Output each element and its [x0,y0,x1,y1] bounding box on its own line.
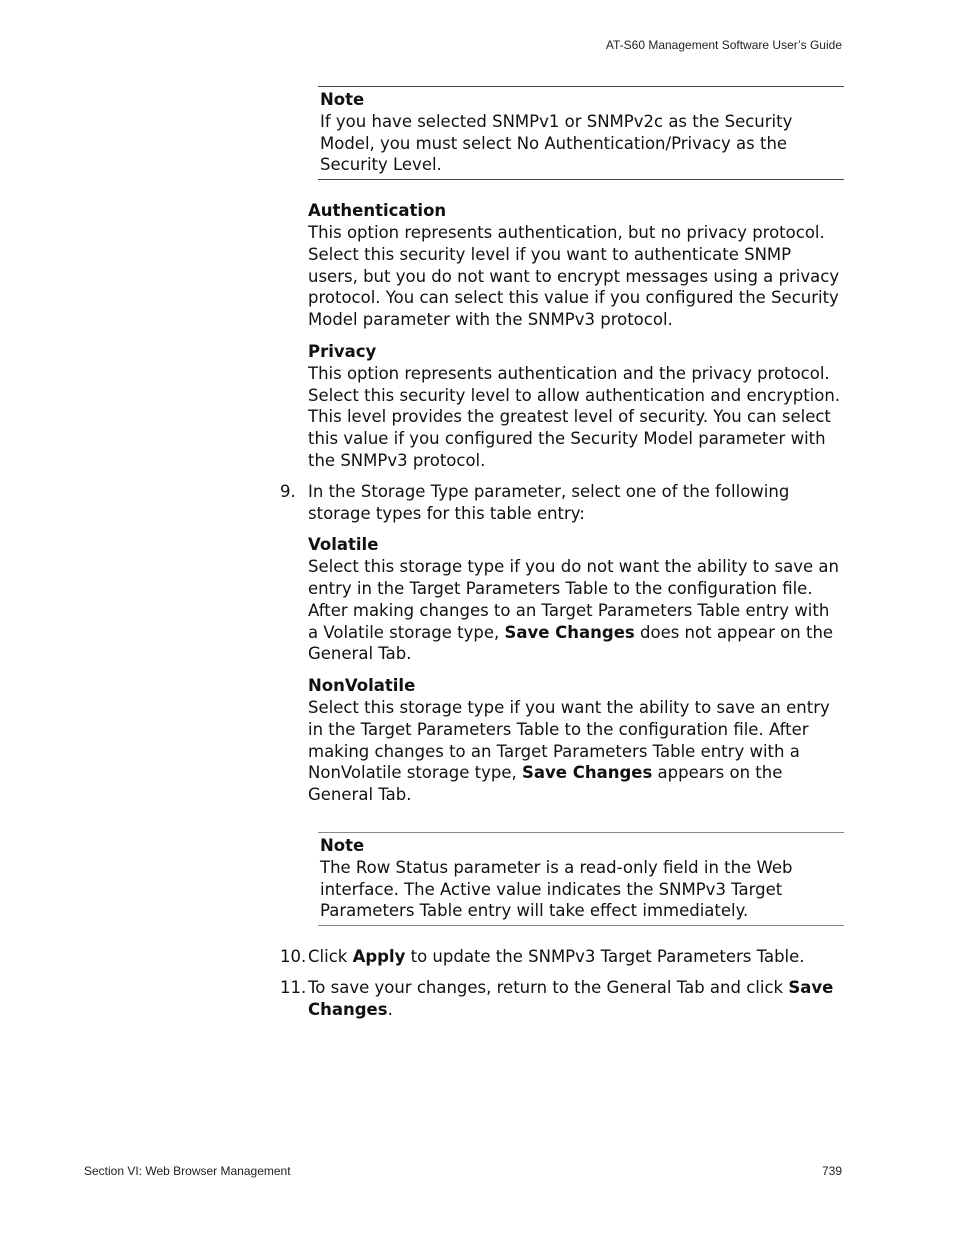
item-text: This option represents authentication and the privacy protocol. Select this security level to allow authentication and encryption. This level provides the greatest level of security. You can select this value if you configured the Security Model parameter with the SNMPv3 protocol. [308,363,841,470]
note-box [318,832,844,926]
page-number: 739 [821,1164,842,1178]
step-number: 10. [280,947,307,967]
item-title: Privacy [308,341,377,361]
text-part: To save your changes, return to the General Tab and click [308,977,789,997]
step-9 [280,481,842,525]
text-part: Click [308,947,353,967]
step-10 [280,946,842,968]
step-text: In the Storage Type parameter, select one of the following storage types for this table entry: [308,481,790,523]
item-text [308,697,842,806]
note-text: The Row Status parameter is a read-only field in the Web interface. The Active value indicates the SNMPv3 Target Parameters Table entry will take effect immediately. [320,857,793,921]
page-footer [84,1164,842,1178]
step-number: 11. [280,977,307,997]
bold-term: Apply [352,947,406,967]
note-box [318,86,844,180]
text-part: Select this storage type if you do not want the ability to save an entry in the Target Parameters Table to the configuration file. After making changes to an Target Parameters Table entry with a Volatile storage type, [308,557,839,642]
note-title: Note [320,835,365,855]
item-title: Authentication [308,201,447,221]
text-part: to update the SNMPv3 Target Parameters Table. [405,947,805,967]
running-header: AT-S60 Management Software User’s Guide [605,38,842,52]
item-title: Volatile [308,535,379,555]
step-11 [280,977,842,1021]
text-part: Select this storage type if you want the ability to save an entry in the Target Parameters Table to the configuration file. After making changes to an Target Parameters Table entry with a NonVolatile storage type, [308,697,830,783]
storage-type-nonvolatile [308,675,842,806]
security-level-privacy [308,341,842,472]
text-part: . [387,999,393,1019]
step-text [308,946,842,968]
storage-type-volatile [308,534,842,665]
text-part: does not appear on the General Tab. [308,622,834,664]
step-text [308,977,842,1021]
bold-term: Save Changes [522,763,653,783]
footer-section: Section VI: Web Browser Management [84,1164,291,1178]
note-text: If you have selected SNMPv1 or SNMPv2c as the Security Model, you must select No Authentication/Privacy as the Security Level. [320,111,793,175]
bold-term: Save Changes [308,977,834,1019]
item-text [308,556,842,665]
security-level-authentication [308,200,842,331]
text-part: appears on the General Tab. [308,763,783,805]
item-title: NonVolatile [308,676,416,696]
page-content [280,86,842,1020]
bold-term: Save Changes [504,622,635,642]
note-title: Note [320,90,365,109]
step-number: 9. [280,481,296,501]
item-text: This option represents authentication, but no privacy protocol. Select this security level if you want to authenticate SNMP users, but you do not want to encrypt messages using a privacy protocol. You can select this value if you configured the Security Model parameter with the SNMPv3 protocol. [308,222,840,330]
